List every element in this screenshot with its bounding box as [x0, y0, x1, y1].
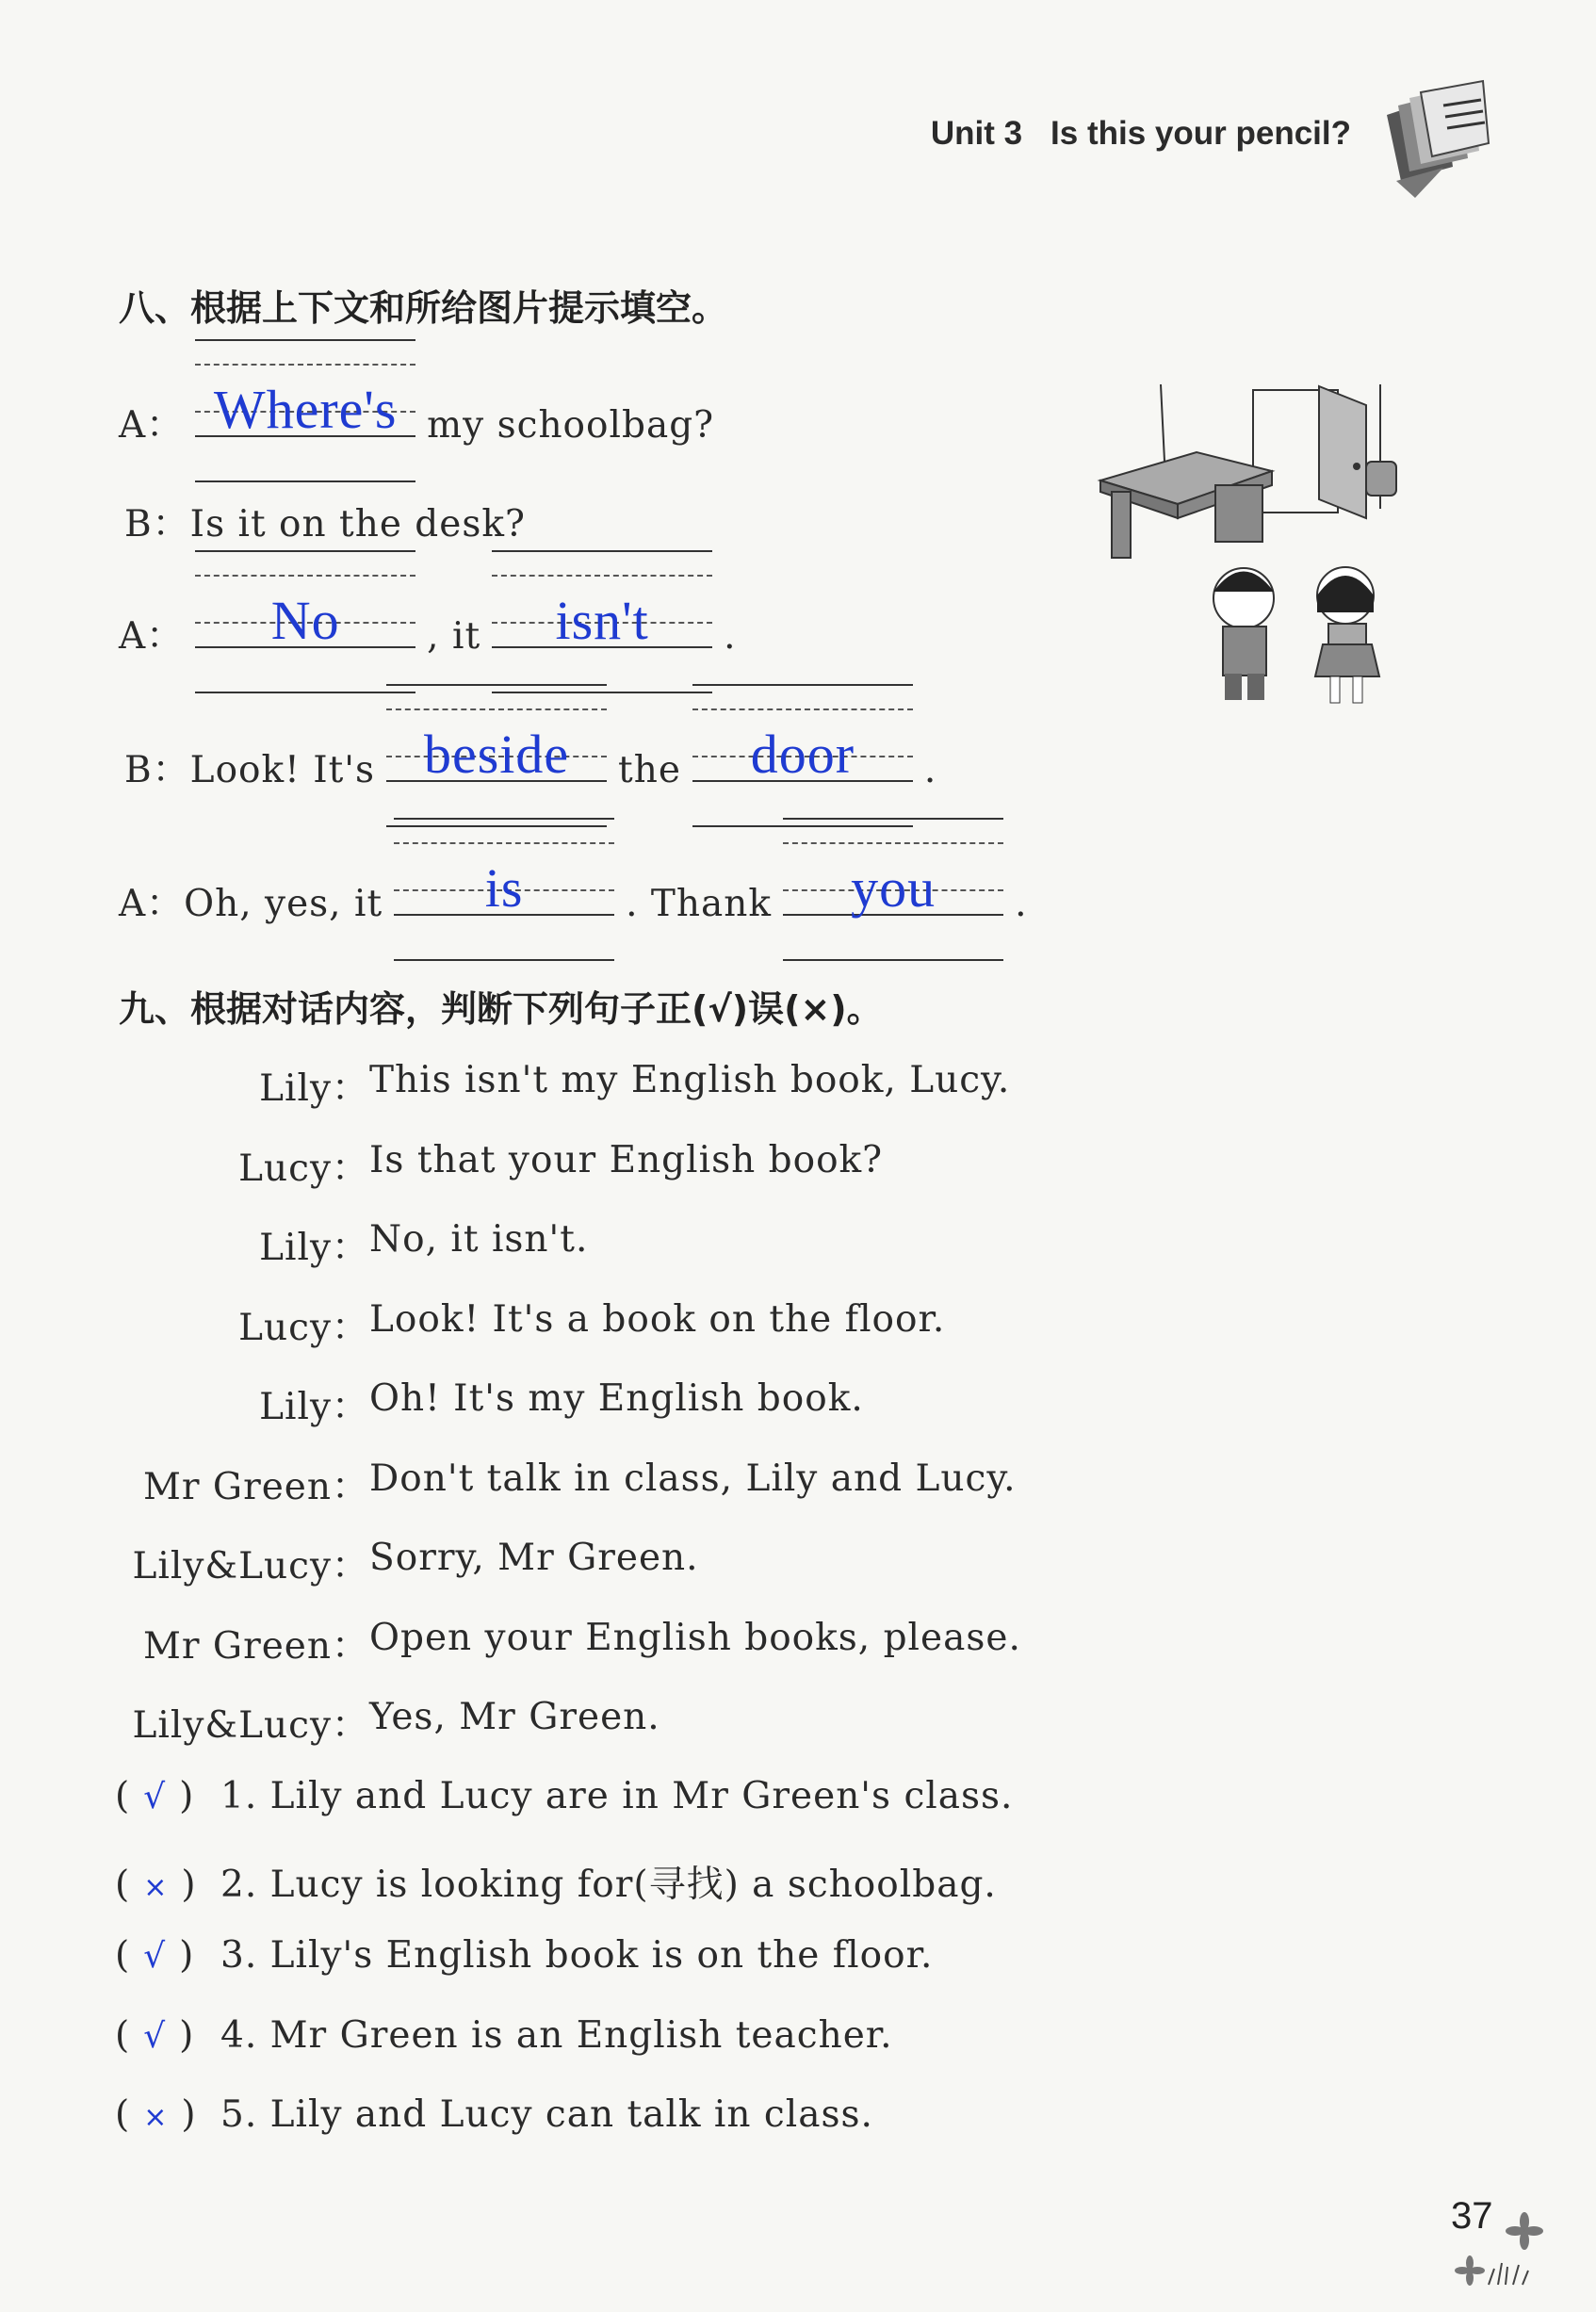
handwritten-answer: No — [270, 590, 340, 651]
line-text: , it — [427, 615, 481, 658]
line-end: . — [1015, 883, 1028, 925]
paren-close: ) — [181, 2093, 197, 2136]
fill-line-3 — [119, 590, 737, 659]
dialogue-speaker: Mr Green： — [142, 1465, 369, 1508]
dialogue-speaker: Lucy： — [238, 1147, 369, 1190]
line-end: . — [923, 749, 937, 791]
answer-blank[interactable] — [783, 857, 1003, 919]
handwritten-answer: door — [750, 724, 855, 785]
check-mark-icon: √ — [143, 1937, 167, 1976]
judgement-text: 3. Lily's English book is on the floor. — [220, 1934, 934, 1977]
paren-open: ( — [115, 1934, 131, 1977]
line-end: . — [724, 615, 737, 658]
judgement-item — [115, 2014, 893, 2057]
answer-parentheses[interactable] — [115, 1864, 220, 1906]
answer-blank[interactable] — [492, 590, 712, 651]
dialogue-text: Oh! It's my English book. — [369, 1377, 864, 1420]
paren-close: ) — [181, 1863, 197, 1906]
handwritten-answer: isn't — [555, 590, 649, 651]
judgement-item — [115, 1775, 1013, 1817]
dialogue-row — [0, 1059, 1596, 1115]
dialogue-row — [0, 1617, 1596, 1673]
classroom-illustration — [1093, 377, 1404, 716]
dialogue-speaker: Lily&Lucy： — [132, 1545, 369, 1587]
fill-line-2 — [124, 495, 526, 547]
paren-close: ) — [179, 1934, 195, 1977]
judgement-item — [115, 1934, 933, 1977]
line-text: my schoolbag? — [427, 404, 715, 447]
judgement-text: 1. Lily and Lucy are in Mr Green's class. — [220, 1775, 1014, 1817]
answer-parentheses[interactable] — [115, 1934, 220, 1977]
dialogue-speaker: Lily： — [259, 1386, 369, 1428]
speaker: A： — [119, 883, 185, 925]
dialogue-text: Open your English books, please. — [369, 1616, 1021, 1659]
line-text: Oh, yes, it — [184, 883, 383, 925]
speaker: A： — [119, 615, 185, 658]
dialogue-row — [0, 1218, 1596, 1275]
section-9-title: 九、根据对话内容，判断下列句子正(√)误(×)。 — [119, 988, 883, 1030]
paren-open: ( — [115, 2013, 131, 2057]
answer-blank[interactable] — [195, 590, 415, 651]
handwritten-answer: Where's — [213, 379, 398, 440]
unit-label: Unit 3 — [930, 115, 1023, 152]
answer-parentheses[interactable] — [115, 2014, 220, 2057]
page-number: 37 — [1451, 2195, 1493, 2237]
paren-close: ) — [179, 1775, 195, 1817]
line-text: the — [618, 749, 681, 791]
dialogue-text: Yes, Mr Green. — [369, 1696, 660, 1738]
judgement-text: 2. Lucy is looking for(寻找) a schoolbag. — [220, 1863, 997, 1906]
paren-open: ( — [115, 1863, 131, 1906]
dialogue-row — [0, 1696, 1596, 1752]
judgement-text: 4. Mr Green is an English teacher. — [220, 2013, 893, 2057]
line-text: Is it on the desk? — [189, 503, 526, 545]
dialogue-row — [0, 1377, 1596, 1434]
flower-doodle-icon — [1451, 2205, 1555, 2289]
check-mark-icon: √ — [143, 2016, 167, 2056]
dialogue-row — [0, 1537, 1596, 1593]
fill-line-5 — [119, 857, 1028, 927]
dialogue-row — [0, 1139, 1596, 1196]
handwritten-answer: you — [851, 857, 936, 919]
line-text: . Thank — [626, 883, 773, 925]
stacked-papers-icon — [1377, 77, 1500, 200]
cross-mark-icon: × — [143, 1870, 169, 1904]
dialogue-text: This isn't my English book, Lucy. — [369, 1059, 1011, 1101]
answer-blank[interactable] — [386, 724, 607, 785]
paren-open: ( — [115, 2093, 131, 2136]
dialogue-text: No, it isn't. — [369, 1218, 589, 1261]
dialogue-row — [0, 1298, 1596, 1355]
speaker: A： — [119, 404, 185, 447]
handwritten-answer: beside — [423, 724, 570, 785]
answer-blank[interactable] — [692, 724, 913, 785]
dialogue-speaker: Lily&Lucy： — [132, 1704, 369, 1747]
dialogue-speaker: Lily： — [259, 1227, 369, 1269]
unit-title: Is this your pencil? — [1050, 115, 1351, 152]
paren-close: ) — [179, 2013, 195, 2057]
fill-line-4 — [124, 724, 937, 793]
dialogue-speaker: Mr Green： — [142, 1624, 369, 1668]
dialogue-speaker: Lily： — [259, 1067, 369, 1110]
dialogue-row — [0, 1457, 1596, 1514]
page-header — [931, 115, 1351, 153]
fill-line-1 — [119, 379, 715, 448]
dialogue-text: Is that your English book? — [369, 1138, 884, 1181]
paren-open: ( — [115, 1775, 131, 1817]
check-mark-icon: √ — [143, 1778, 167, 1816]
answer-parentheses[interactable] — [115, 1775, 220, 1817]
judgement-item — [115, 1855, 997, 1908]
cross-mark-icon: × — [143, 2101, 169, 2134]
judgement-text: 5. Lily and Lucy can talk in class. — [220, 2093, 873, 2136]
handwritten-answer: is — [484, 857, 524, 919]
answer-blank[interactable] — [394, 857, 614, 919]
line-text: Look! It's — [189, 749, 376, 791]
answer-parentheses[interactable] — [115, 2093, 220, 2136]
speaker: B： — [124, 503, 190, 545]
section-8-title: 八、根据上下文和所给图片提示填空。 — [119, 287, 728, 329]
dialogue-text: Look! It's a book on the floor. — [369, 1297, 946, 1341]
dialogue-text: Don't talk in class, Lily and Lucy. — [369, 1457, 1017, 1500]
judgement-item — [115, 2093, 873, 2136]
dialogue-speaker: Lucy： — [238, 1306, 369, 1349]
speaker: B： — [124, 749, 190, 791]
dialogue-text: Sorry, Mr Green. — [369, 1537, 699, 1579]
answer-blank[interactable] — [195, 379, 415, 440]
